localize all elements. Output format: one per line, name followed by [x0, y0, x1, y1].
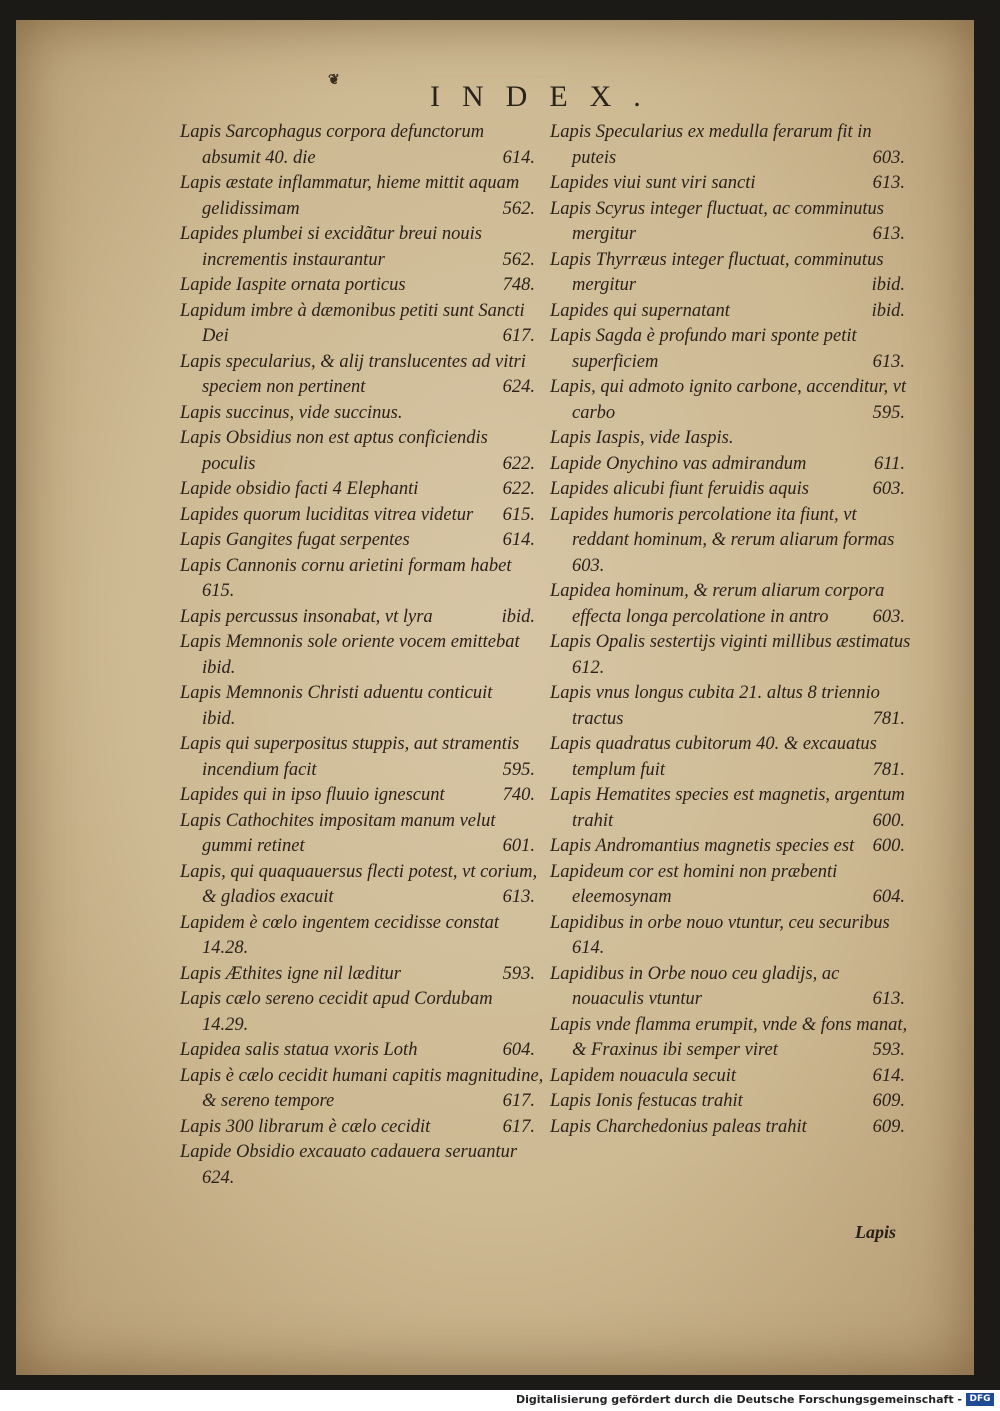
- index-entry: [550, 299, 915, 325]
- index-entry-page: 600.: [872, 810, 905, 831]
- index-entry-text: Lapide Onychino vas admirandum: [550, 453, 807, 474]
- index-entry-text: Lapis Obsidius non est aptus conficiendis poculis: [180, 428, 488, 474]
- index-entry-page: 614.: [872, 1065, 905, 1086]
- index-entry: [550, 732, 915, 783]
- index-entry-page: 14.29.: [202, 1014, 249, 1035]
- footer-credit: Digitalisierung gefördert durch die Deutsche Forschungsgemeinschaft -: [515, 1393, 962, 1406]
- index-entry: [550, 630, 915, 681]
- index-entry-text: Lapis cælo sereno cecidit apud Cordubam: [180, 989, 493, 1009]
- index-entry-text: Lapis Charchedonius paleas trahit: [550, 1116, 807, 1137]
- index-entry-page: 740.: [502, 785, 535, 805]
- index-entry-page: 614.: [502, 530, 535, 550]
- index-entry-text: Lapides qui in ipso fluuio ignescunt: [180, 785, 445, 805]
- index-entry: [550, 1089, 915, 1115]
- index-entry: [550, 1064, 915, 1090]
- index-entry-page: 562.: [502, 198, 535, 219]
- index-entry-text: Lapideum cor est homini non præbenti eleemosynam: [550, 861, 838, 907]
- index-entry-page: 617.: [502, 1116, 535, 1137]
- index-entry-text: Lapis Scyrus integer fluctuat, ac comminutus mergitur: [550, 198, 884, 244]
- index-entry-text: Lapis 300 librarum è cælo cecidit: [180, 1116, 431, 1137]
- index-entry-page: 613.: [872, 351, 905, 372]
- index-entry-page: 562.: [502, 249, 535, 270]
- index-entry-page: 622.: [502, 479, 535, 499]
- index-entry: [180, 401, 545, 427]
- index-entry-text: Lapidem è cœlo ingentem cecidisse constat: [180, 912, 500, 933]
- index-entry-text: Lapides quorum luciditas vitrea videtur: [180, 504, 474, 525]
- index-entry-page: 622.: [502, 453, 535, 474]
- index-entry-text: Lapis Iaspis, vide Iaspis.: [550, 428, 734, 448]
- index-entry: [180, 1038, 545, 1064]
- dfg-logo: DFG: [966, 1393, 994, 1406]
- index-entry-text: Lapis Sagda è profundo mari sponte petit superficiem: [550, 326, 857, 372]
- index-entry: [550, 197, 915, 248]
- index-entry-text: Lapides qui supernatant: [550, 300, 730, 321]
- index-entry-page: 593.: [872, 1040, 905, 1060]
- index-entry-page: 611.: [873, 453, 905, 474]
- index-entry: [180, 222, 545, 273]
- index-column-right: [550, 120, 915, 1140]
- index-entry: [180, 911, 545, 962]
- index-entry-text: Lapis vnus longus cubita 21. altus 8 triennio tractus: [550, 683, 880, 729]
- index-entry-page: 593.: [502, 963, 535, 984]
- index-entry-text: Lapide obsidio facti 4 Elephanti: [180, 479, 419, 499]
- index-entry: [180, 477, 545, 503]
- index-entry-page: ibid.: [202, 657, 236, 678]
- index-entry-text: Lapis Opalis sestertijs viginti millibus æstimatus: [550, 632, 911, 652]
- index-entry-text: Lapis specularius, & alij translucentes ad vitri speciem non pertinent: [180, 351, 526, 397]
- index-entry: [550, 962, 915, 1013]
- index-entry: [550, 248, 915, 299]
- index-entry-text: Lapide Iaspite ornata porticus: [180, 275, 406, 295]
- index-entry: [180, 299, 545, 350]
- index-entry-text: Lapide Obsidio excauato cadauera seruantur: [180, 1142, 518, 1162]
- index-entry-page: 600.: [872, 836, 905, 856]
- index-entry-page: 613.: [872, 989, 905, 1009]
- page-header: INDEX.: [430, 80, 663, 113]
- index-entry-text: Lapidea hominum, & rerum aliarum corpora effecta longa percolatione in antro: [550, 581, 885, 627]
- index-entry-page: 14.28.: [202, 938, 249, 958]
- index-entry-text: Lapides viui sunt viri sancti: [550, 173, 756, 193]
- index-entry-text: Lapidea salis statua vxoris Loth: [180, 1040, 418, 1060]
- index-entry: [550, 477, 915, 503]
- index-entry-text: Lapis Specularius ex medulla ferarum fit in puteis: [550, 122, 872, 168]
- index-entry-text: Lapis è cælo cecidit humani capitis magnitudine, & sereno tempore: [180, 1065, 544, 1111]
- index-entry: [550, 911, 915, 962]
- index-entry-text: Lapidum imbre à dæmonibus petiti sunt Sancti Dei: [180, 300, 525, 346]
- catchword: Lapis: [855, 1222, 897, 1242]
- index-entry: [180, 809, 545, 860]
- index-entry-page: 614.: [572, 938, 605, 958]
- index-entry-text: Lapidem nouacula secuit: [550, 1065, 737, 1086]
- signature-mark: ❦: [328, 72, 340, 88]
- index-entry-text: Lapis Memnonis sole oriente vocem emittebat: [180, 632, 520, 652]
- index-entry-text: Lapis vnde flamma erumpit, vnde & fons manat, & Fraxinus ibi semper viret: [550, 1014, 908, 1060]
- index-entry-page: 615.: [502, 504, 535, 525]
- index-entry-page: 615.: [202, 581, 235, 601]
- index-entry: [550, 503, 915, 580]
- index-entry: [180, 503, 545, 529]
- index-entry-page: 624.: [502, 377, 535, 397]
- index-entry: [180, 987, 545, 1038]
- index-entry: [550, 375, 915, 426]
- index-entry-page: 612.: [572, 657, 605, 678]
- index-entry-text: Lapidibus in orbe nouo vtuntur, ceu securibus: [550, 912, 890, 933]
- index-entry-page: ibid.: [501, 606, 535, 627]
- index-entry: [550, 452, 915, 478]
- index-entry-page: 609.: [872, 1116, 905, 1137]
- index-entry-text: Lapis æstate inflammatur, hieme mittit aquam gelidissimam: [180, 173, 520, 219]
- index-entry-page: 748.: [502, 275, 535, 295]
- index-entry: [180, 630, 545, 681]
- index-entry-text: Lapis Andromantius magnetis species est: [550, 836, 855, 856]
- index-entry-text: Lapis Hematites species est magnetis, argentum trahit: [550, 785, 905, 831]
- index-entry: [180, 783, 545, 809]
- index-entry-text: Lapis Cannonis cornu arietini formam habet: [180, 555, 512, 576]
- index-entry-page: 624.: [202, 1167, 235, 1188]
- index-entry-text: Lapides humoris percolatione ita fiunt, vt reddant hominum, & rerum aliarum formas: [550, 504, 895, 550]
- index-entry: [180, 1064, 545, 1115]
- index-entry-text: Lapis succinus, vide succinus.: [180, 402, 403, 423]
- index-entry: [550, 860, 915, 911]
- index-entry: [550, 681, 915, 732]
- index-entry: [180, 426, 545, 477]
- index-entry-text: Lapis qui superpositus stuppis, aut stramentis incendium facit: [180, 734, 520, 780]
- index-entry-page: 604.: [502, 1040, 535, 1060]
- index-entry: [180, 273, 545, 299]
- index-entry-page: 617.: [502, 1091, 535, 1111]
- index-entry: [550, 171, 915, 197]
- index-entry: [550, 579, 915, 630]
- index-entry-page: ibid.: [871, 300, 905, 321]
- index-entry-text: Lapides plumbei si excidãtur breui nouis incrementis instaurantur: [180, 224, 482, 270]
- index-entry-page: 613.: [872, 173, 905, 193]
- index-entry-page: 613.: [872, 224, 905, 244]
- index-entry-text: Lapis, qui quaquauersus flecti potest, vt corium, & gladios exacuit: [180, 861, 538, 907]
- index-entry-page: 603.: [872, 147, 905, 168]
- index-entry: [180, 350, 545, 401]
- index-entry: [550, 120, 915, 171]
- index-entry-text: Lapis Sarcophagus corpora defunctorum absumit 40. die: [180, 122, 485, 168]
- index-entry-text: Lapis Memnonis Christi aduentu conticuit: [180, 683, 493, 703]
- index-entry: [180, 860, 545, 911]
- index-entry-text: Lapis quadratus cubitorum 40. & excauatus templum fuit: [550, 734, 877, 780]
- index-entry-text: Lapides alicubi fiunt feruidis aquis: [550, 479, 810, 499]
- index-entry-page: 609.: [872, 1091, 905, 1111]
- index-entry: [550, 1115, 915, 1141]
- index-entry: [180, 681, 545, 732]
- index-entry-page: 781.: [872, 708, 905, 729]
- index-entry: [180, 554, 545, 605]
- index-entry: [180, 732, 545, 783]
- index-entry: [180, 528, 545, 554]
- index-entry: [180, 605, 545, 631]
- index-entry-page: 617.: [502, 326, 535, 346]
- index-entry: [550, 324, 915, 375]
- index-entry: [550, 1013, 915, 1064]
- index-entry-text: Lapis Ionis festucas trahit: [550, 1091, 743, 1111]
- index-entry-page: 595.: [502, 759, 535, 780]
- index-entry-page: 603.: [872, 479, 905, 499]
- index-entry-page: 603.: [872, 606, 905, 627]
- index-entry-page: 603.: [572, 555, 605, 576]
- index-entry-text: Lapis Gangites fugat serpentes: [180, 530, 410, 550]
- index-entry: [180, 171, 545, 222]
- index-entry: [550, 834, 915, 860]
- index-entry-page: ibid.: [202, 708, 236, 729]
- index-entry: [550, 426, 915, 452]
- footer-bar: [0, 1390, 1000, 1411]
- index-entry: [180, 1140, 545, 1191]
- index-entry-page: 601.: [502, 836, 535, 856]
- index-entry: [180, 120, 545, 171]
- index-entry-page: ibid.: [871, 275, 905, 295]
- index-entry-page: 604.: [872, 887, 905, 907]
- index-entry-text: Lapis Thyrræus integer fluctuat, comminutus mergitur: [550, 249, 884, 295]
- index-entry-text: Lapis, qui admoto ignito carbone, accenditur, vt carbo: [550, 377, 907, 423]
- index-entry: [180, 962, 545, 988]
- index-entry-page: 613.: [502, 887, 535, 907]
- index-entry-page: 781.: [872, 759, 905, 780]
- index-entry-text: Lapis Cathochites impositam manum velut gummi retinet: [180, 810, 496, 856]
- index-entry-text: Lapidibus in Orbe nouo ceu gladijs, ac nouaculis vtuntur: [550, 963, 840, 1009]
- index-entry: [550, 783, 915, 834]
- index-entry-page: 595.: [872, 402, 905, 423]
- index-entry: [180, 1115, 545, 1141]
- index-entry-page: 614.: [502, 147, 535, 168]
- index-entry-text: Lapis percussus insonabat, vt lyra: [180, 606, 433, 627]
- index-entry-text: Lapis Æthites igne nil læditur: [180, 963, 401, 984]
- index-column-left: [180, 120, 545, 1191]
